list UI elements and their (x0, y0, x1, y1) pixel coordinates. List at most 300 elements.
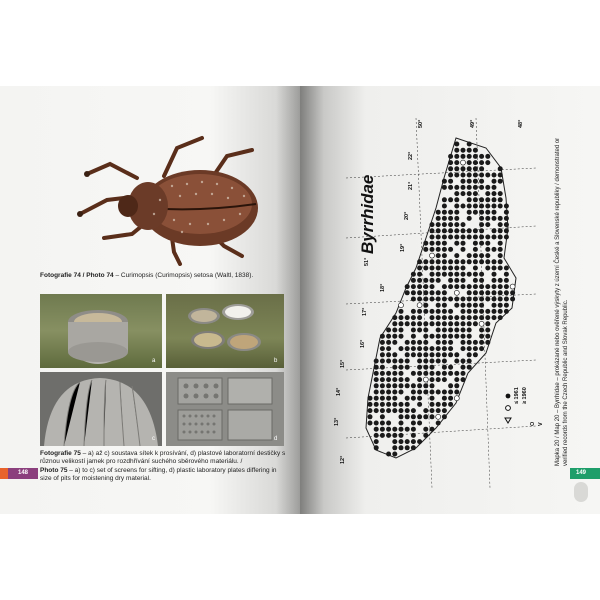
map-record-dot (442, 315, 447, 320)
map-record-dot (442, 284, 447, 289)
map-record-dot (473, 160, 478, 165)
map-record-dot (392, 396, 397, 401)
map-record-dot (479, 241, 484, 246)
map-record-dot (467, 148, 472, 153)
map-record-dot (430, 396, 435, 401)
map-record-dot (473, 185, 478, 190)
lon-label-12: 12° (340, 455, 346, 464)
legend-o: O (530, 421, 536, 426)
map-record-dot (454, 253, 459, 258)
map-record-dot (386, 396, 391, 401)
map-record-dot (461, 204, 466, 209)
map-record-dot (485, 204, 490, 209)
map-record-dot (448, 284, 453, 289)
map-record-dot (374, 408, 379, 413)
map-record-dot (411, 371, 416, 376)
right-page-logo (574, 482, 588, 502)
map-record-dot (448, 185, 453, 190)
map-record-dot (479, 321, 484, 326)
map-record-dot (448, 160, 453, 165)
map-record-dot (467, 328, 472, 333)
lat-label-50: 50° (418, 119, 424, 128)
map-record-dot (510, 297, 515, 302)
map-record-dot (368, 408, 373, 413)
map-record-dot (498, 204, 503, 209)
map-record-dot (430, 377, 435, 382)
map-record-dot (473, 253, 478, 258)
map-record-dot (467, 179, 472, 184)
map-record-dot (423, 259, 428, 264)
map-record-dot (417, 390, 422, 395)
legend-v: V (538, 422, 544, 426)
map-record-dot (492, 197, 497, 202)
lon-label-21: 21° (408, 181, 414, 190)
map-record-dot (498, 179, 503, 184)
map-record-dot (374, 402, 379, 407)
map-record-dot (461, 346, 466, 351)
map-record-dot (374, 439, 379, 444)
map-record-dot (448, 197, 453, 202)
map-record-dot (461, 278, 466, 283)
photo75-caption-label: Fotografie 75 (40, 450, 81, 457)
map-record-dot (380, 371, 385, 376)
map-record-dot (485, 309, 490, 314)
map-record-dot (430, 266, 435, 271)
map-record-dot (467, 204, 472, 209)
map-record-dot (442, 371, 447, 376)
map-record-dot (423, 365, 428, 370)
map-record-dot (417, 315, 422, 320)
map-record-dot (374, 383, 379, 388)
map-record-dot (411, 427, 416, 432)
map-record-dot (417, 346, 422, 351)
map-record-dot (448, 383, 453, 388)
map-record-dot (504, 216, 509, 221)
map-record-dot (498, 191, 503, 196)
map-record-dot (473, 154, 478, 159)
map-record-dot (374, 421, 379, 426)
map-record-dot (454, 241, 459, 246)
map-record-dot (417, 309, 422, 314)
map-record-dot (392, 439, 397, 444)
map-record-dot (454, 278, 459, 283)
map-record-dot (473, 266, 478, 271)
map-record-dot (386, 334, 391, 339)
map-record-dot (485, 173, 490, 178)
map-record-dot (392, 352, 397, 357)
map-record-dot (399, 445, 404, 450)
lat-label-51: 51° (364, 257, 370, 266)
map-record-dot (442, 321, 447, 326)
right-page-number: 149 (570, 468, 592, 479)
map-record-dot (430, 321, 435, 326)
map-record-dot (399, 334, 404, 339)
map-record-dot (399, 309, 404, 314)
map-record-dot (442, 179, 447, 184)
lat-label-49: 49° (470, 119, 476, 128)
map-record-dot (442, 210, 447, 215)
lat-label-48: 48° (518, 119, 524, 128)
map-record-dot (473, 340, 478, 345)
map-record-dot (436, 371, 441, 376)
map-record-dot (479, 284, 484, 289)
map-record-dot (479, 222, 484, 227)
map-record-dot (411, 290, 416, 295)
map-record-dot (430, 371, 435, 376)
map-record-dot (423, 303, 428, 308)
map-record-dot (423, 414, 428, 419)
map-record-dot (442, 334, 447, 339)
map-record-dot (436, 377, 441, 382)
map-record-dot (436, 303, 441, 308)
map-record-dot (461, 166, 466, 171)
map-record-dot (368, 402, 373, 407)
map-record-dot (417, 396, 422, 401)
map-record-dot (405, 383, 410, 388)
map-record-dot (417, 371, 422, 376)
map-record-dot (442, 377, 447, 382)
map-record-dot (442, 197, 447, 202)
map-record-dot (467, 235, 472, 240)
map-record-dot (461, 259, 466, 264)
map-record-dot (423, 247, 428, 252)
map-record-dot (448, 228, 453, 233)
map-record-dot (448, 272, 453, 277)
map-record-dot (461, 222, 466, 227)
map-record-dot (479, 334, 484, 339)
map-record-dot (399, 408, 404, 413)
map-record-dot (386, 377, 391, 382)
map-record-dot (461, 228, 466, 233)
map-record-dot (485, 328, 490, 333)
map-record-dot (492, 290, 497, 295)
map-record-dot (430, 346, 435, 351)
map-record-dot (411, 346, 416, 351)
map-record-dot (430, 284, 435, 289)
map-record-dot (374, 445, 379, 450)
map-record-dot (423, 278, 428, 283)
lon-label-19: 19° (400, 243, 406, 252)
map-record-dot (423, 297, 428, 302)
map-record-dot (423, 284, 428, 289)
map-record-dot (485, 247, 490, 252)
map-record-dot (454, 377, 459, 382)
map-record-dot (492, 235, 497, 240)
map-record-dot (498, 259, 503, 264)
map-record-dot (411, 321, 416, 326)
map-record-dot (436, 359, 441, 364)
map-record-dot (448, 166, 453, 171)
map-record-dot (504, 290, 509, 295)
map-record-dot (454, 160, 459, 165)
map-record-dot (411, 433, 416, 438)
map-record-dot (504, 303, 509, 308)
map-record-dot (454, 148, 459, 153)
map-record-dot (479, 204, 484, 209)
map-record-dot (430, 235, 435, 240)
map-record-dot (417, 359, 422, 364)
map-record-dot (442, 309, 447, 314)
book-spread (0, 86, 600, 514)
map-record-dot (492, 303, 497, 308)
map-record-dot (473, 197, 478, 202)
map-record-dot (423, 334, 428, 339)
map-record-dot (448, 235, 453, 240)
map-record-dot (417, 439, 422, 444)
map-record-dot (411, 383, 416, 388)
map-record-dot (436, 259, 441, 264)
map-record-dot (436, 228, 441, 233)
map-record-dot (374, 433, 379, 438)
map-record-dot (386, 390, 391, 395)
distribution-map (336, 108, 536, 488)
map-record-dot (498, 315, 503, 320)
map-record-dot (473, 228, 478, 233)
map-record-dot (436, 321, 441, 326)
map-record-dot (442, 290, 447, 295)
map-record-dot (380, 383, 385, 388)
map-record-dot (411, 334, 416, 339)
map-record-dot (442, 390, 447, 395)
map-record-dot (442, 297, 447, 302)
map-record-dot (417, 290, 422, 295)
photo-letter-c: c (152, 436, 155, 442)
map-record-dot (411, 439, 416, 444)
map-record-dot (417, 352, 422, 357)
map-record-dot (492, 272, 497, 277)
map-record-dot (461, 340, 466, 345)
map-record-dot (461, 359, 466, 364)
right-page-tab-green (592, 468, 600, 479)
map-record-dot (479, 309, 484, 314)
map-record-dot (479, 197, 484, 202)
map-record-dot (405, 427, 410, 432)
map-record-dot (423, 346, 428, 351)
map-record-dot (448, 340, 453, 345)
map-record-dot (392, 334, 397, 339)
map-record-dot (430, 297, 435, 302)
map-record-dot (417, 266, 422, 271)
map-record-dot (485, 259, 490, 264)
map-record-dot (498, 216, 503, 221)
lon-label-14: 14° (336, 387, 342, 396)
map-record-dot (430, 272, 435, 277)
map-record-dot (485, 216, 490, 221)
map-record-dot (405, 414, 410, 419)
map-record-dot (368, 414, 373, 419)
map-record-dot (423, 427, 428, 432)
map-record-dot (467, 142, 472, 147)
map-record-dot (504, 297, 509, 302)
map-record-dot (436, 297, 441, 302)
map-record-dot (473, 290, 478, 295)
map-record-dot (442, 346, 447, 351)
map-record-dot (442, 352, 447, 357)
map-record-dot (374, 371, 379, 376)
map-record-dot (461, 328, 466, 333)
map-record-dot (448, 259, 453, 264)
map-record-dot (448, 222, 453, 227)
map-record-dot (380, 346, 385, 351)
map-record-dot (485, 315, 490, 320)
map-record-dot (473, 321, 478, 326)
map-record-dot (485, 253, 490, 258)
map-record-dot (492, 259, 497, 264)
map-record-dot (492, 216, 497, 221)
sieve-photo-c (40, 372, 162, 446)
map-record-dot (479, 210, 484, 215)
map-record-dot (374, 365, 379, 370)
map-record-dot (467, 166, 472, 171)
map-record-dot (479, 259, 484, 264)
map-record-dot (485, 197, 490, 202)
map-record-dot (498, 253, 503, 258)
map-record-dot (479, 235, 484, 240)
map-record-dot (454, 284, 459, 289)
map-record-dot (436, 315, 441, 320)
map-record-dot (479, 185, 484, 190)
map-record-dot (392, 433, 397, 438)
map-record-dot (479, 303, 484, 308)
map-record-dot (473, 191, 478, 196)
map-record-dot (498, 166, 503, 171)
map-record-dot (498, 235, 503, 240)
photo75-caption-text-cz: – a) až c) soustava sítek k prosívání, d) plastové laboratorní destičky s různou velikostí jamek pro rozdhřívání suchého sběrového materiálu. / (40, 450, 286, 466)
map-record-dot (423, 390, 428, 395)
map-record-dot (492, 191, 497, 196)
map-record-dot (442, 396, 447, 401)
right-page (300, 86, 600, 514)
map-record-dot (423, 383, 428, 388)
map-record-dot (368, 396, 373, 401)
map-record-dot (436, 340, 441, 345)
map-record-dot (411, 340, 416, 345)
map-record-dot (442, 247, 447, 252)
map-record-dot (411, 328, 416, 333)
map-record-dot (411, 445, 416, 450)
map-record-dot (473, 315, 478, 320)
map-record-dot (374, 359, 379, 364)
map-record-dot (461, 266, 466, 271)
map-record-dot (454, 303, 459, 308)
map-record-dot (473, 272, 478, 277)
map-record-dot (479, 228, 484, 233)
map-record-dot (392, 377, 397, 382)
map-record-dot (436, 334, 441, 339)
map-record-dot (392, 445, 397, 450)
map-record-dot (380, 396, 385, 401)
map-record-dot (386, 383, 391, 388)
map-record-dot (436, 421, 441, 426)
map-record-dot (498, 247, 503, 252)
map-record-dot (380, 402, 385, 407)
map-record-dot (392, 321, 397, 326)
photo74-caption (40, 272, 280, 280)
map-record-dot (430, 390, 435, 395)
map-record-dot (454, 383, 459, 388)
map-record-dot (492, 185, 497, 190)
map-record-dot (467, 210, 472, 215)
map-record-dot (392, 371, 397, 376)
photo74-caption-text: – Curimopsis (Curimopsis) setosa (Waltl, 1838). (113, 272, 254, 279)
map-record-dot (380, 427, 385, 432)
map-record-dot (392, 340, 397, 345)
map-record-dot (430, 290, 435, 295)
map-record-dot (448, 352, 453, 357)
map-record-dot (473, 235, 478, 240)
map-record-dot (380, 359, 385, 364)
map-record-dot (405, 359, 410, 364)
map-record-dot (448, 216, 453, 221)
map-record-dot (485, 284, 490, 289)
map-record-dot (442, 222, 447, 227)
map-record-dot (467, 346, 472, 351)
map-record-dot (492, 284, 497, 289)
map-record-dot (485, 222, 490, 227)
map-record-dot (473, 346, 478, 351)
map-record-dot (442, 266, 447, 271)
map-record-dot (399, 439, 404, 444)
map-record-dot (430, 402, 435, 407)
map-record-dot (417, 377, 422, 382)
map-record-dot (448, 402, 453, 407)
map-record-dot (442, 359, 447, 364)
photo-letter-a: a (152, 358, 156, 364)
map-record-dot (467, 191, 472, 196)
photo75-caption-label-en: Photo 75 (40, 466, 68, 474)
map-record-dot (448, 210, 453, 215)
map-record-dot (392, 427, 397, 432)
lon-label-20: 20° (404, 211, 410, 220)
map-record-dot (485, 340, 490, 345)
map-record-dot (479, 173, 484, 178)
map-record-dot (479, 154, 484, 159)
map-record-dot (473, 166, 478, 171)
map-record-dot (405, 315, 410, 320)
map-record-dot (399, 346, 404, 351)
map-record-dot (417, 297, 422, 302)
map-record-dot (405, 445, 410, 450)
map-record-dot (380, 377, 385, 382)
map-record-dot (399, 433, 404, 438)
map-record-dot (479, 166, 484, 171)
map-record-dot (498, 241, 503, 246)
map-record-dot (436, 290, 441, 295)
map-record-dot (504, 228, 509, 233)
map-record-dot (386, 402, 391, 407)
map-record-dot (454, 396, 459, 401)
map-record-dot (448, 297, 453, 302)
map-record-dot (411, 284, 416, 289)
map-record-dot (498, 228, 503, 233)
map-record-dot (392, 328, 397, 333)
map-record-dot (485, 290, 490, 295)
map-record-dot (386, 346, 391, 351)
map-record-dot (454, 191, 459, 196)
map-record-dot (448, 334, 453, 339)
map-record-dot (442, 259, 447, 264)
map-record-dot (399, 303, 404, 308)
legend-new: ≥ 1960 (522, 387, 528, 404)
photo-letter-d: d (274, 436, 278, 442)
map-record-dot (454, 185, 459, 190)
map-record-dot (492, 297, 497, 302)
map-record-dot (442, 204, 447, 209)
map-record-dot (423, 433, 428, 438)
map-record-dot (399, 390, 404, 395)
map-record-dot (492, 179, 497, 184)
map-record-dot (430, 427, 435, 432)
